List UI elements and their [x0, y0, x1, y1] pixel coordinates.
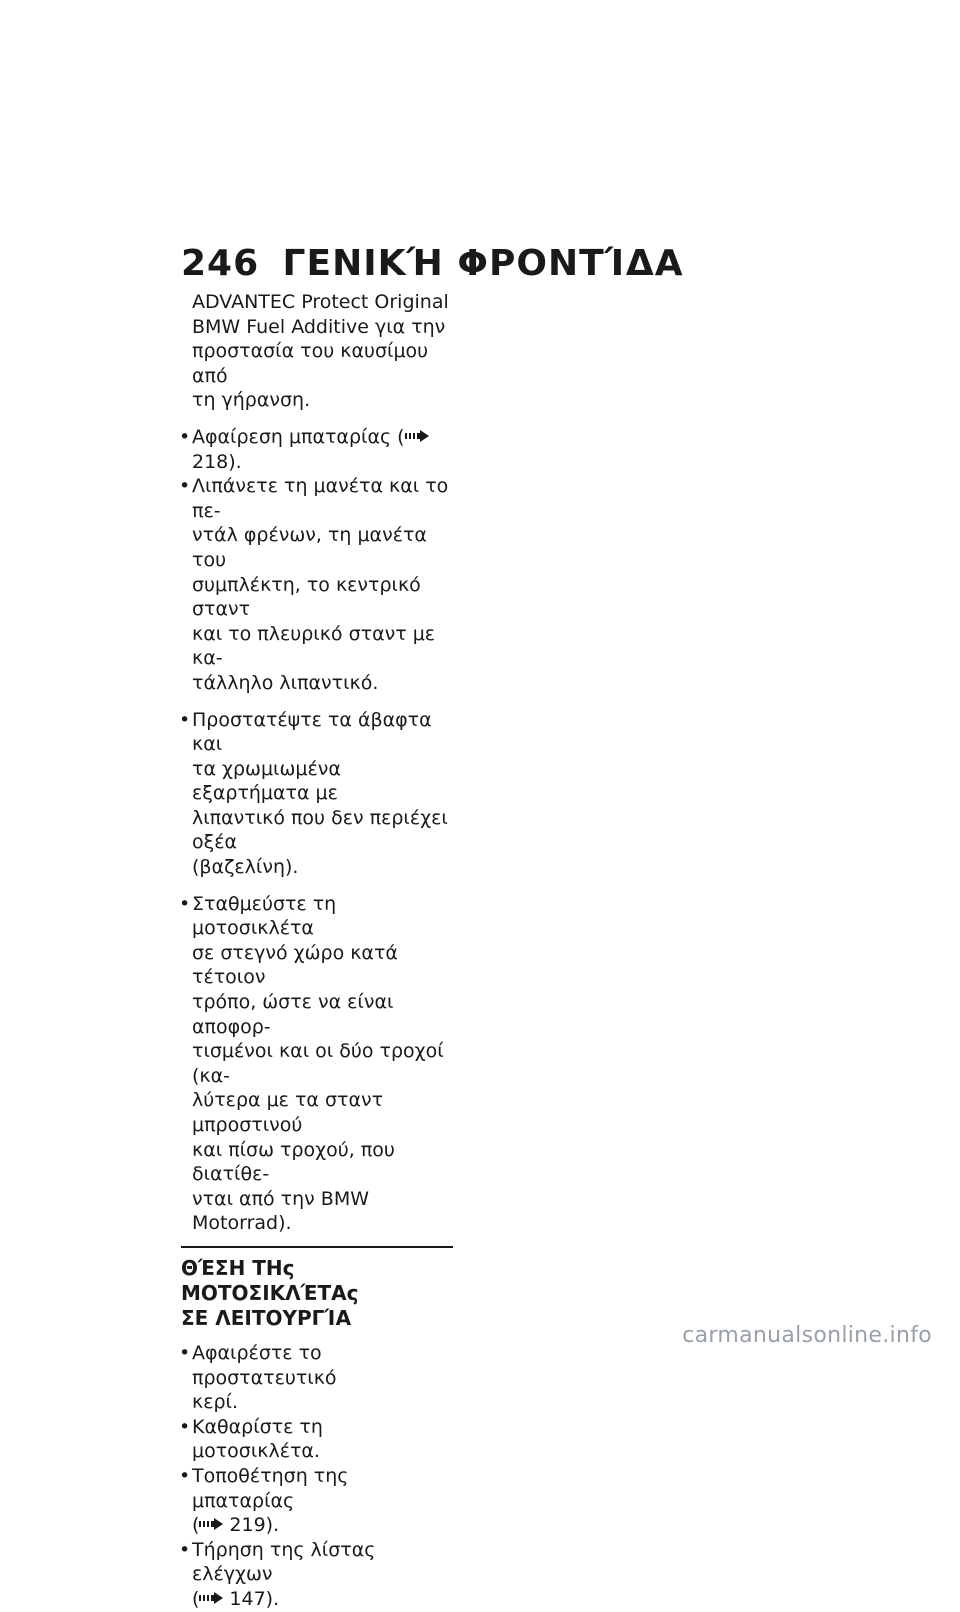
bullet-line: ( 147). — [192, 1587, 280, 1610]
bullet-line: τρόπο, ώστε να είναι αποφορ- — [192, 991, 394, 1038]
page-reference-arrow-icon — [405, 430, 429, 442]
bullet-line: τα χρωμιωμένα εξαρτήματα με — [192, 757, 341, 805]
bullet-line: σε στεγνό χώρο κατά τέτοιον — [192, 941, 398, 989]
section-heading-line: ΣΕ ΛΕΙΤΟΥΡΓΊΑ — [181, 1305, 352, 1330]
bullet-line: • Λιπάνετε τη μανέτα και το πε- — [192, 475, 449, 522]
page-number: 246 — [181, 243, 260, 284]
bullet-item — [181, 708, 453, 880]
bullet-item — [181, 892, 453, 1236]
page-reference[interactable]: 147). — [229, 1587, 280, 1610]
page-header — [181, 243, 684, 284]
bullet-line: • Αφαιρέστε το προστατευτικό — [192, 1341, 337, 1389]
watermark: carmanualsonline.info — [682, 1323, 932, 1348]
page-title: ΓΕΝΙΚΉ ΦΡΟΝΤΊΔΑ — [282, 243, 684, 284]
bullet-line: • Τήρηση της λίστας ελέγχων — [192, 1538, 376, 1586]
bullet-item — [181, 425, 453, 474]
bullet-line: κερί. — [192, 1391, 238, 1414]
bullet-line: τισμένοι και οι δύο τροχοί (κα- — [192, 1040, 444, 1087]
bullet-item — [181, 1415, 453, 1464]
section-heading-line: ΘΈΣΗ ΤΗς ΜΟΤΟΣΙΚΛΈΤΑς — [181, 1255, 359, 1305]
bullet-line: • Καθαρίστε τη μοτοσικλέτα. — [192, 1415, 323, 1463]
bullet-line: • Προστατέψτε τα άβαφτα και — [192, 708, 432, 756]
section-divider — [181, 1246, 453, 1248]
bullet-line: τάλληλο λιπαντικό. — [192, 671, 379, 694]
page-reference[interactable]: 219). — [229, 1514, 280, 1537]
bullet-line: και πίσω τροχού, που διατίθε- — [192, 1138, 395, 1186]
page-reference[interactable]: 218). — [192, 450, 242, 473]
bullet-line: νται από την BMW Motorrad). — [192, 1187, 370, 1235]
bullet-line: και το πλευρικό σταντ με κα- — [192, 622, 436, 670]
bullet-line: ντάλ φρένων, τη μανέτα του — [192, 524, 427, 571]
intro-line: BMW Fuel Additive για την — [192, 315, 446, 338]
section-heading — [181, 1256, 453, 1331]
bullet-item — [181, 1341, 453, 1415]
bullet-line: συμπλέκτη, το κεντρικό σταντ — [192, 573, 421, 621]
bullet-item — [181, 474, 453, 695]
bullet-text: Αφαίρεση μπαταρίας ( — [192, 425, 405, 448]
bullet-line: (βαζελίνη). — [192, 856, 299, 879]
content-column — [181, 290, 453, 1612]
intro-paragraph — [192, 290, 453, 413]
page-reference-arrow-icon — [199, 1518, 223, 1530]
intro-line: προστασία του καυσίμου από — [192, 340, 429, 387]
intro-line: τη γήρανση. — [192, 389, 311, 412]
bullet-line: ( 219). — [192, 1514, 280, 1537]
intro-line: ADVANTEC Protect Original — [192, 291, 449, 313]
bullet-line: λιπαντικό που δεν περιέχει οξέα — [192, 806, 448, 854]
bullet-item — [181, 1538, 453, 1612]
page-reference-arrow-icon — [199, 1592, 223, 1604]
bullet-line: • Τοποθέτηση της μπαταρίας — [192, 1464, 349, 1512]
bullet-item — [181, 1464, 453, 1538]
bullet-line: • Σταθμεύστε τη μοτοσικλέτα — [192, 892, 337, 940]
bullet-line: λύτερα με τα σταντ μπροστινού — [192, 1089, 384, 1136]
